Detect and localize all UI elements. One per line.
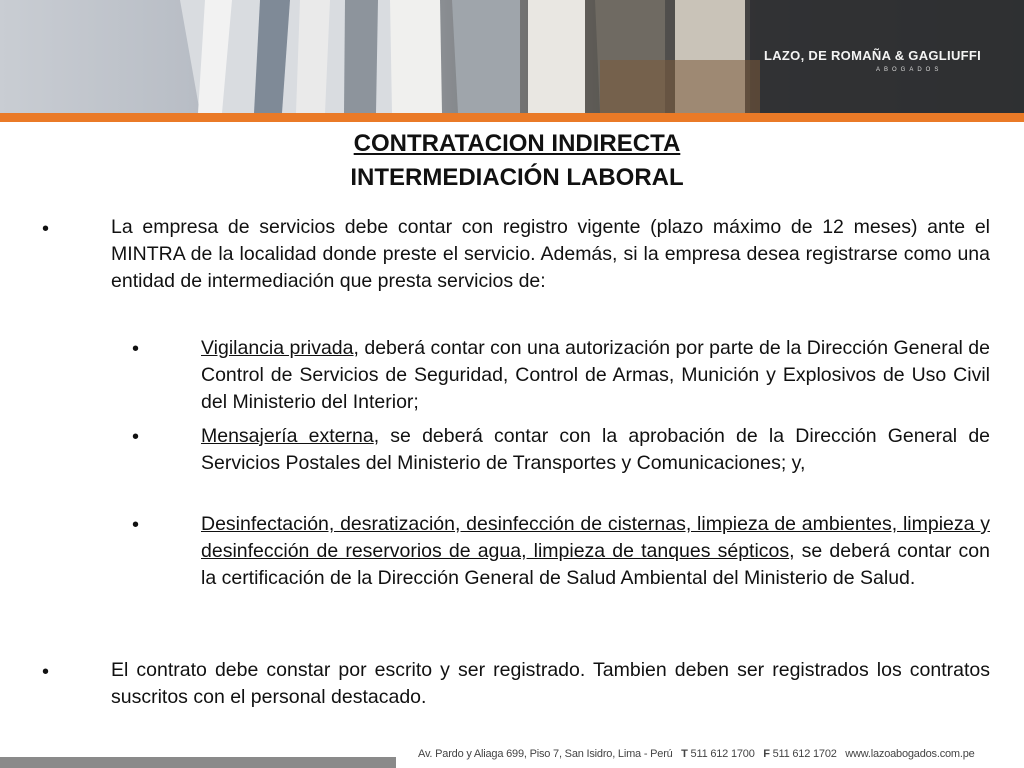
sub-item-heading: Vigilancia privada — [201, 337, 354, 359]
sub-item-vigilancia — [201, 335, 990, 416]
footer-bar — [0, 757, 396, 768]
fax-label: F — [763, 748, 770, 760]
header-banner — [0, 0, 1024, 113]
bullet-marker: • — [42, 218, 50, 240]
sub-item-mensajeria — [201, 423, 990, 477]
sub-bullet-marker: • — [132, 338, 140, 360]
accent-divider — [0, 113, 1024, 122]
footer-website: www.lazoabogados.com.pe — [845, 748, 975, 760]
bullet-marker: • — [42, 661, 50, 683]
firm-name: LAZO, DE ROMAÑA & GAGLIUFFI — [764, 48, 982, 63]
page-title: CONTRATACION INDIRECTA — [353, 130, 681, 157]
sub-item-text: , se deberá contar con la certificación de la Dirección General de Salud Ambiental del Ministerio de Salud. — [201, 540, 990, 589]
sub-item-desinfectacion — [201, 511, 990, 592]
sub-item-text: , se deberá contar con la aprobación de la Dirección General de Servicios Postales del Ministerio de Transportes y Comunicaciones; y, — [201, 425, 991, 474]
footer-fax: 511 612 1702 — [772, 748, 837, 760]
sub-bullet-marker: • — [132, 426, 140, 448]
paragraph-registration: La empresa de servicios debe contar con registro vigente (plazo máximo de 12 meses) ante el MINTRA de la localidad donde preste el servicio. Además, si la empresa desea registrarse como una entidad de intermediación que presta servicios de: — [111, 216, 990, 292]
footer-contact — [418, 748, 975, 760]
firm-logo — [764, 48, 981, 73]
footer-address: Av. Pardo y Aliaga 699, Piso 7, San Isidro, Lima - Perú — [418, 748, 673, 760]
paragraph-contract: El contrato debe constar por escrito y ser registrado. Tambien deben ser registrados los contratos suscritos con el personal destacado. — [111, 659, 990, 708]
sub-item-heading: Desinfectación, desratización, desinfección de cisternas, limpieza de ambientes, limpieza y desinfección de reservorios de agua, limpieza de tanques sépticos — [201, 513, 990, 562]
phone-label: T — [681, 748, 688, 760]
page-subtitle: INTERMEDIACIÓN LABORAL — [350, 164, 684, 191]
sub-item-heading: Mensajería externa — [201, 425, 374, 447]
footer-phone: 511 612 1700 — [690, 748, 755, 760]
sub-item-text: , deberá contar con una autorización por parte de la Dirección General de Control de Servicios de Seguridad, Control de Armas, Munición y Explosivos de Uso Civil del Ministerio del Interior; — [201, 337, 990, 413]
sub-bullet-marker: • — [132, 514, 140, 536]
firm-subtitle: ABOGADOS — [876, 67, 943, 73]
